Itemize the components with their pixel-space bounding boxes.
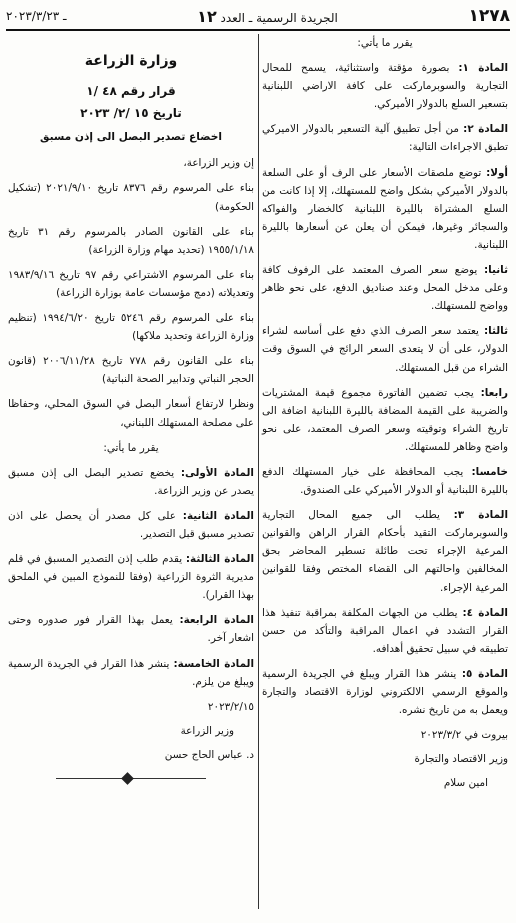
decision-number: قرار رقم ٤٨ /١ xyxy=(86,84,176,99)
gazette-title xyxy=(197,7,338,26)
article-3 xyxy=(8,550,254,604)
article-label: المادة ٢: xyxy=(463,123,509,136)
preamble-clause: بناء على المرسوم رقم ٨٣٧٦ تاريخ ٢٠٢١/٩/١٠ (تشكيل الحكومة) xyxy=(8,182,255,213)
decision-date: تاريخ ١٥ /٢/ ٢٠٢٣ xyxy=(80,106,182,121)
article-1 xyxy=(8,464,254,500)
article-text: بصورة مؤقتة واستثنائية، يسمح للمحال التجارية والسوبرماركت على كافة الاراضي اللبنانية بتسعير السلع بالدولار الأميركي. xyxy=(262,62,508,111)
preamble-reason: ونظرا لارتفاع أسعار البصل في السوق المحلي، وحفاظا على مصلحة المستهلك اللبناني، xyxy=(8,398,254,429)
item-label: خامسا: xyxy=(471,465,508,478)
header-date: ـ ٢٠٢٣/٣/٢٣ xyxy=(6,9,67,23)
article-label: المادة الثالثة: xyxy=(185,553,255,566)
article-label: المادة الثانية: xyxy=(182,509,254,522)
article-2 xyxy=(8,507,254,543)
article-text: يطلب من الجهات المكلفة بمراقبة تنفيذ هذا القرار التشدد في اعمال المراقبة والتأكد من حسن تطبيقه في سبيل تحقيق أهدافه. xyxy=(262,606,508,655)
item-label: ثالثا: xyxy=(483,325,508,338)
right-column xyxy=(262,34,508,798)
article-4 xyxy=(262,604,508,658)
item-text: يجب المحافظة على خيار المستهلك الدفع بالليرة اللبنانية أو الدولار الأميركي على الصندوق. xyxy=(262,465,508,497)
article-text: يطلب الى جميع المحال التجارية والسوبرماركت التقيد بأحكام القرار الراهن والقوانين المرعية الإجراء تحت طائلة تسطير المحاضر بحق المخالفين واحالتهم الى القضاء المختص وفقا للقوانين المرعية الإجراء. xyxy=(262,509,508,594)
header-rule xyxy=(6,29,510,31)
preamble-opening: إن وزير الزراعة، xyxy=(183,157,254,170)
item-3 xyxy=(262,322,508,376)
minister-title: وزير الاقتصاد والتجارة xyxy=(414,753,508,766)
decides-heading: يقرر ما يأتي: xyxy=(103,441,159,454)
article-text: ينشر هذا القرار ويبلغ في الجريدة الرسمية والموقع الرسمي الالكتروني لوزارة الاقتصاد والتجارة ويعمل به من تاريخ نشره. xyxy=(262,667,508,717)
article-text: يخضع تصدير البصل الى إذن مسبق يصدر عن وزير الزراعة. xyxy=(8,466,254,497)
article-1 xyxy=(262,59,508,113)
place-date: بيروت في ٢٠٢٣/٣/٢ xyxy=(420,729,508,742)
article-label: المادة الخامسة: xyxy=(173,657,255,670)
article-text: يقدم طلب إذن التصدير المسبق في قلم مديرية الثروة الزراعية (وفقا للنموذج المبين في الملحق بهذا القرار). xyxy=(8,553,254,602)
item-4 xyxy=(262,384,508,456)
decides-heading: يقرر ما يأتي: xyxy=(357,37,413,49)
article-text: من أجل تطبيق آلية التسعير بالدولار الاميركي تطبق الاجراءات التالية: xyxy=(262,123,508,154)
article-label: المادة ١: xyxy=(458,62,509,75)
item-label: رابعا: xyxy=(480,386,508,399)
preamble-clause: بناء على المرسوم رقم ٥٢٤٦ تاريخ ١٩٩٤/٦/٢٠ (تنظيم وزارة الزراعة وتحديد ملاكها) xyxy=(8,312,254,343)
page-number: ١٢٧٨ xyxy=(468,6,510,26)
article-3 xyxy=(262,506,508,596)
minister-title: وزير الزراعة xyxy=(180,724,234,737)
column-divider xyxy=(258,34,259,909)
article-text: يعمل بهذا القرار فور صدوره وحتى اشعار آخر. xyxy=(8,614,254,645)
article-4 xyxy=(8,611,254,647)
left-column xyxy=(8,34,254,784)
article-text: على كل مصدر أن يحصل على اذن تصدير مسبق قبل التصدير. xyxy=(8,509,254,540)
article-label: المادة الأولى: xyxy=(180,466,254,479)
item-label: ثانيا: xyxy=(483,264,508,277)
article-label: المادة ٥: xyxy=(461,667,508,680)
item-text: يعتمد سعر الصرف الذي دفع على أساسه لشراء الدولار، على أن لا يتعدى السعر الرائج في السوق وقت الشراء من قبل المستهلك. xyxy=(262,325,508,374)
item-1 xyxy=(262,164,508,254)
article-text: ينشر هذا القرار في الجريدة الرسمية ويبلغ من يلزم. xyxy=(8,657,254,688)
article-label: المادة ٣: xyxy=(453,509,509,522)
page-header xyxy=(6,4,510,28)
preamble-clause: بناء على القانون الصادر بالمرسوم رقم ٣١ تاريخ ١٩٥٥/١/١٨ (تحديد مهام وزارة الزراعة) xyxy=(8,225,254,256)
preamble-clause: بناء على المرسوم الاشتراعي رقم ٩٧ تاريخ ١٩٨٣/٩/١٦ وتعديلاته (دمج مؤسسات عامة بوزارة الزراعة) xyxy=(8,268,254,299)
preamble-clause: بناء على القانون رقم ٧٧٨ تاريخ ٢٠٠٦/١١/٢٨ (قانون الحجر النباتي وتدابير الصحة النباتية) xyxy=(8,355,254,386)
item-text: توضع ملصقات الأسعار على الرف أو على السلعة بالدولار الأميركي بشكل واضح للمستهلك، إلا إذا كانت من السلع المشتراة بالليرة اللبنانية كالخضار والفواكه والسجائر وغيرها، فيمكن أن يعلن عن أسعارها بالليرة اللبنانية. xyxy=(262,166,508,251)
item-5 xyxy=(262,463,508,499)
decision-subject: اخضاع تصدير البصل الى إذن مسبق xyxy=(40,131,222,144)
item-2 xyxy=(262,261,508,315)
article-label: المادة الرابعة: xyxy=(179,614,254,627)
gazette-name: الجريدة الرسمية ـ العدد xyxy=(220,10,338,25)
article-5 xyxy=(8,655,254,691)
end-ornament xyxy=(56,774,206,784)
signature-date: ٢٠٢٣/٢/١٥ xyxy=(207,700,254,713)
minister-name: امين سلام xyxy=(443,777,488,790)
diamond-icon xyxy=(121,772,134,785)
issue-number: ١٢ xyxy=(197,6,217,26)
item-label: أولا: xyxy=(486,166,508,179)
item-text: يوضع سعر الصرف المعتمد على الرفوف كافة وعلى مدخل المحل وعند صناديق الدفع، على نحو ظاهر وواضح للمستهلك. xyxy=(262,264,508,313)
article-label: المادة ٤: xyxy=(462,606,508,619)
item-text: يجب تضمين الفاتورة مجموع قيمة المشتريات والضريبة على القيمة المضافة بالليرة اللبنانية اضافة الى تاريخ الشراء وتوقيته وسعر الصرف المعتمد، على نحو واضح وظاهر للمستهلك. xyxy=(262,386,508,453)
minister-name: د. عباس الحاج حسن xyxy=(164,748,254,761)
ministry-title: وزارة الزراعة xyxy=(84,53,178,69)
article-2 xyxy=(262,120,508,156)
article-5 xyxy=(262,665,508,719)
